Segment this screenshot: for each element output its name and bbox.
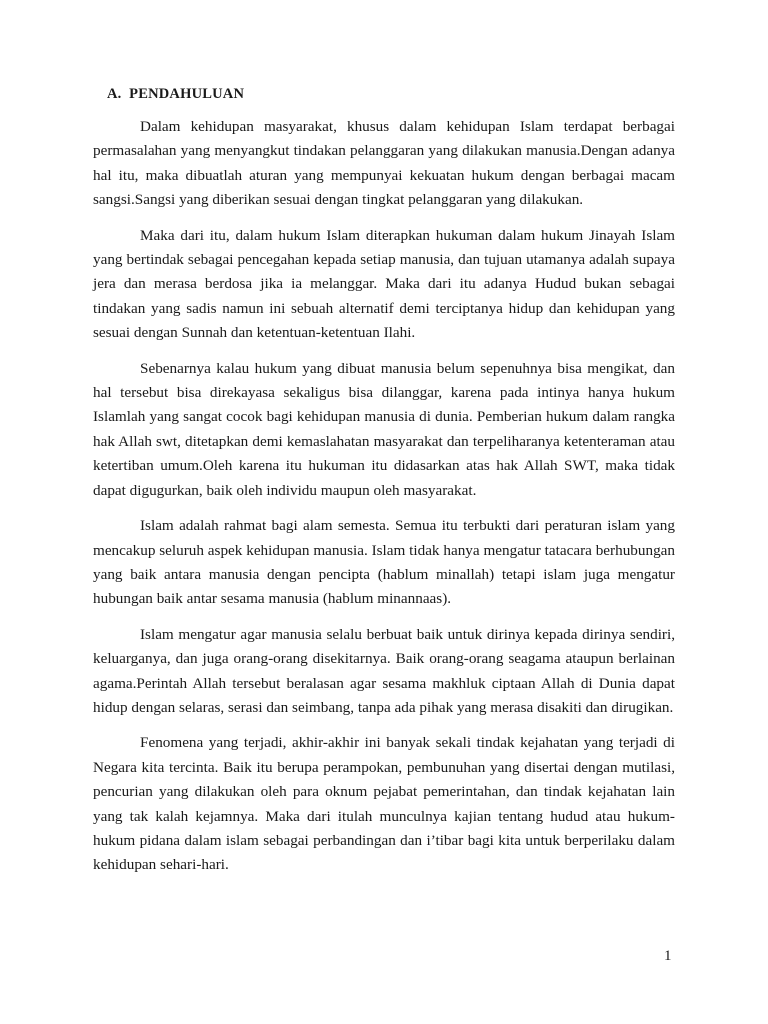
paragraph-4: Islam adalah rahmat bagi alam semesta. Semua itu terbukti dari peraturan islam yang mencakup seluruh aspek kehidupan manusia. Islam tidak hanya mengatur tatacara berhubungan yang baik antara manusia dengan pencipta (hablum minallah) tetapi islam juga mengatur hubungan baik antar sesama manusia (hablum minannaas).: [93, 517, 675, 608]
paragraph-1: Dalam kehidupan masyarakat, khusus dalam kehidupan Islam terdapat berbagai permasalahan yang menyangkut tindakan pelanggaran yang dilakukan manusia.Dengan adanya hal itu, maka dibuatlah aturan yang mempunyai kekuatan hukum dengan berbagai macam sangsi.Sangsi yang diberikan sesuai dengan tingkat pelanggaran yang dilakukan.: [93, 118, 675, 209]
paragraph-2: Maka dari itu, dalam hukum Islam diterapkan hukuman dalam hukum Jinayah Islam yang bertindak sebagai pencegahan kepada setiap manusia, dan tujuan utamanya adalah supaya jera dan merasa berdosa jika ia melanggar. Maka dari itu adanya Hudud bukan sebagai tindakan yang sadis namun ini sebuah alternatif demi terciptanya hidup dan kehidupan yang sesuai dengan Sunnah dan ketentuan-ketentuan Ilahi.: [93, 226, 675, 342]
body-text: [93, 115, 675, 889]
paragraph-3: Sebenarnya kalau hukum yang dibuat manusia belum sepenuhnya bisa mengikat, dan hal tersebut bisa direkayasa sekaligus bisa dilanggar, karena pada intinya hanya hukum Islamlah yang sangat cocok bagi kehidupan manusia di dunia. Pemberian hukum dalam rangka hak Allah swt, ditetapkan demi kemaslahatan masyarakat dan terpeliharanya ketenteraman atau ketertiban umum.Oleh karena itu hukuman itu didasarkan atas hak Allah SWT, maka tidak dapat digugurkan, baik oleh individu maupun oleh masyarakat.: [93, 359, 675, 499]
paragraph-5: Islam mengatur agar manusia selalu berbuat baik untuk dirinya kepada dirinya sendiri, keluarganya, dan juga orang-orang disekitarnya. Baik orang-orang seagama ataupun berlainan agama.Perintah Allah tersebut beralasan agar sesama makhluk ciptaan Allah di Dunia dapat hidup dengan selaras, serasi dan seimbang, tanpa ada pihak yang merasa disakiti dan dirugikan.: [93, 625, 675, 716]
paragraph-6: Fenomena yang terjadi, akhir-akhir ini banyak sekali tindak kejahatan yang terjadi di Negara kita tercinta. Baik itu berupa perampokan, pembunuhan yang disertai dengan mutilasi, pencurian yang dilakukan oleh para oknum pejabat pemerintahan, dan tindak kejahatan lain yang tak kalah kejamnya. Maka dari itulah munculnya kajian tentang hudud atau hukum-hukum pidana dalam islam sebagai perbandingan dan i’tibar bagi kita untuk berperilaku dalam kehidupan sehari-hari.: [93, 734, 675, 874]
page-number: 1: [664, 948, 672, 964]
section-heading: A. PENDAHULUAN: [107, 86, 245, 102]
